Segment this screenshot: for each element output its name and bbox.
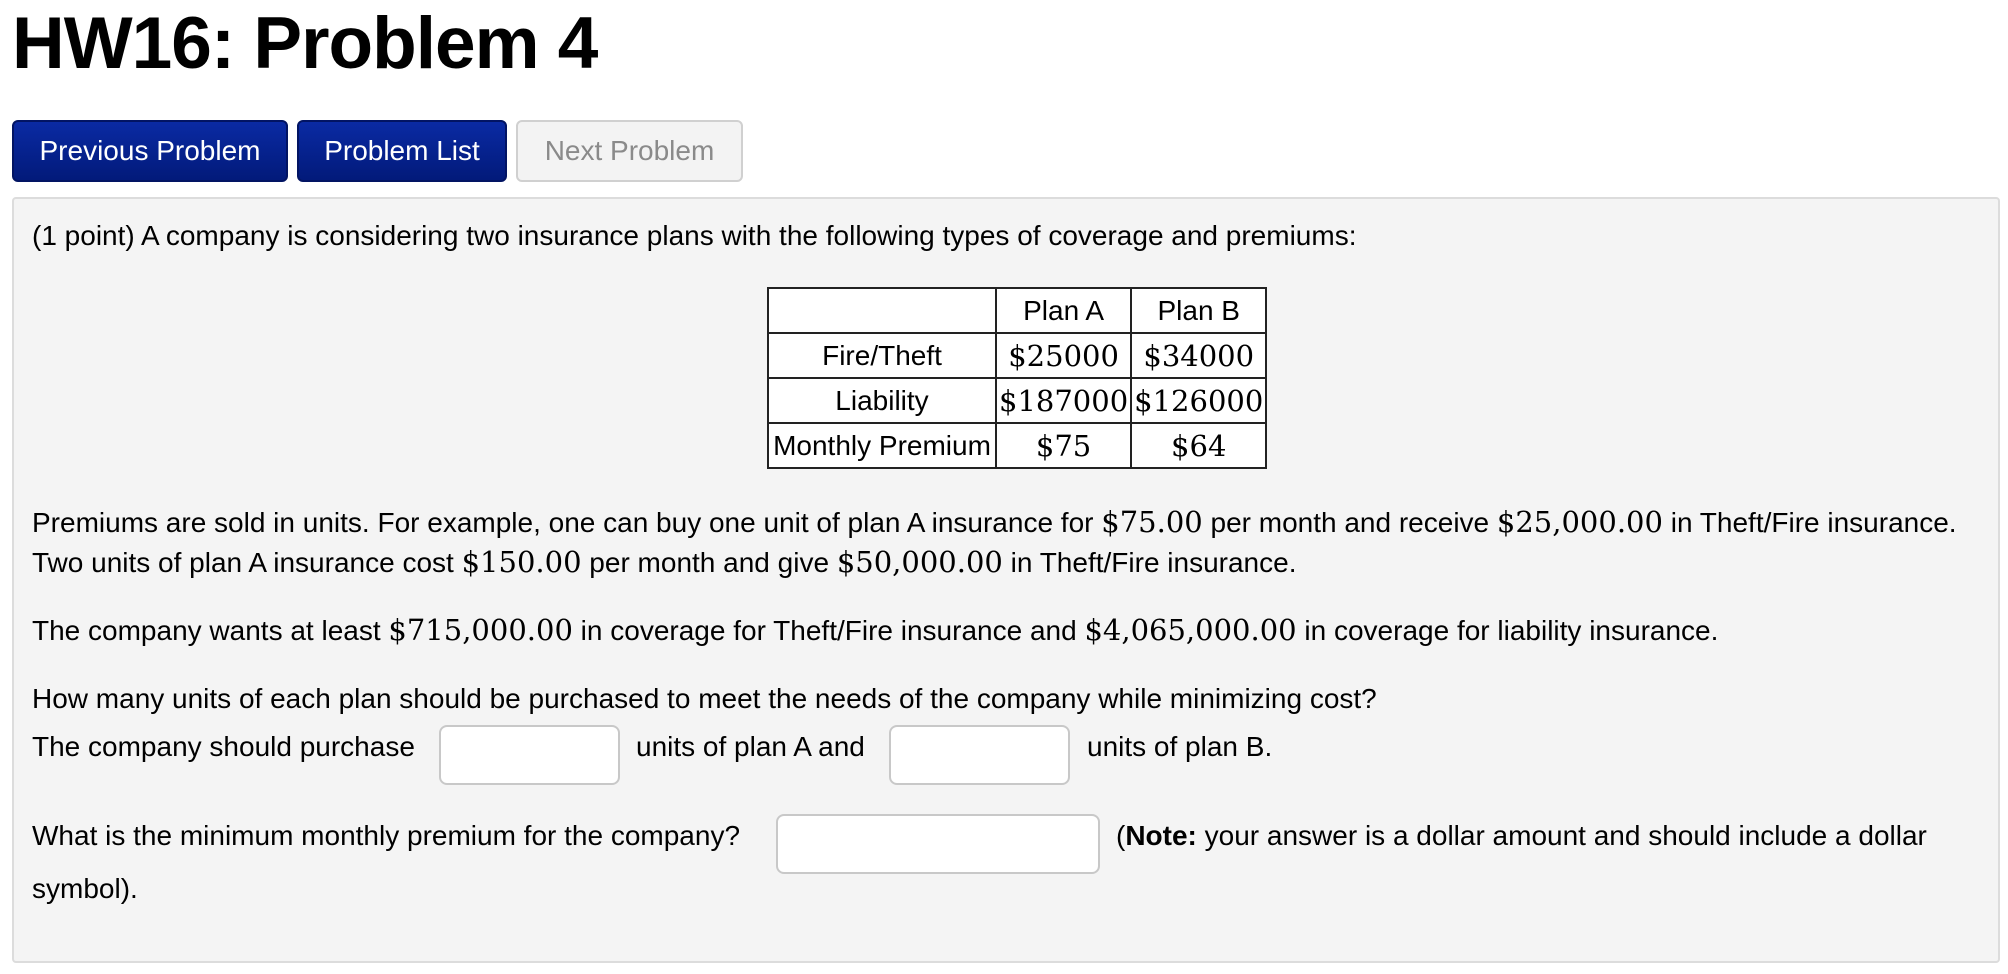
text: in coverage for liability insurance. (1296, 615, 1719, 646)
next-problem-button[interactable]: Next Problem (516, 120, 743, 182)
purchase-suffix: units of plan B. (1087, 731, 1273, 762)
text: in Theft/Fire insurance. (1662, 507, 1957, 538)
problem-body (12, 197, 2000, 963)
text: Premiums are sold in units. For example, one can buy one unit of plan A insurance for (32, 507, 1102, 538)
table-row (768, 423, 1266, 468)
plan-b-value: $34000 (1131, 333, 1266, 378)
text: per month and give (581, 547, 837, 578)
text: in coverage for Theft/Fire insurance and (572, 615, 1085, 646)
units-explanation-line-1 (32, 505, 1957, 540)
text: your answer is a dollar amount and should include a dollar (1196, 820, 1927, 851)
liability-requirement: $4,065,000.00 (1084, 613, 1297, 647)
table-row (768, 333, 1266, 378)
price-value: $75.00 (1101, 505, 1203, 539)
coverage-table (767, 287, 1267, 469)
coverage-value: $50,000.00 (836, 545, 1003, 579)
text: in Theft/Fire insurance. (1002, 547, 1297, 578)
previous-problem-button[interactable]: Previous Problem (12, 120, 288, 182)
coverage-value: $25,000.00 (1496, 505, 1663, 539)
table-header-cell (768, 288, 996, 333)
answer-note-continuation: symbol). (32, 873, 138, 904)
text: Two units of plan A insurance cost (32, 547, 462, 578)
row-label: Monthly Premium (768, 423, 996, 468)
problem-intro: (1 point) A company is considering two insurance plans with the following types of coverage and premiums: (32, 220, 1357, 251)
table-header-cell: Plan A (996, 288, 1131, 333)
table-header-cell: Plan B (1131, 288, 1266, 333)
table-header-row (768, 288, 1266, 333)
premium-question: What is the minimum monthly premium for the company? (32, 820, 741, 851)
page-title: HW16: Problem 4 (12, 3, 598, 84)
problem-list-button[interactable]: Problem List (297, 120, 507, 182)
table-row (768, 378, 1266, 423)
plan-a-units-input[interactable] (439, 725, 620, 785)
theft-fire-requirement: $715,000.00 (388, 613, 573, 647)
plan-b-value: $64 (1131, 423, 1266, 468)
price-value: $150.00 (461, 545, 582, 579)
row-label: Fire/Theft (768, 333, 996, 378)
units-explanation-line-2 (32, 545, 1296, 580)
question-units: How many units of each plan should be purchased to meet the needs of the company while minimizing cost? (32, 683, 1377, 714)
text: ( (1116, 820, 1126, 851)
minimum-premium-input[interactable] (776, 814, 1100, 874)
note-label: Note: (1125, 820, 1197, 851)
plan-a-value: $187000 (996, 378, 1131, 423)
text: per month and receive (1202, 507, 1497, 538)
text: The company wants at least (32, 615, 389, 646)
row-label: Liability (768, 378, 996, 423)
plan-a-value: $25000 (996, 333, 1131, 378)
requirements-text (32, 613, 1718, 648)
purchase-middle: units of plan A and (636, 731, 865, 762)
purchase-prefix: The company should purchase (32, 731, 415, 762)
plan-b-value: $126000 (1131, 378, 1266, 423)
answer-note (1116, 819, 1927, 853)
plan-a-value: $75 (996, 423, 1131, 468)
plan-b-units-input[interactable] (889, 725, 1070, 785)
